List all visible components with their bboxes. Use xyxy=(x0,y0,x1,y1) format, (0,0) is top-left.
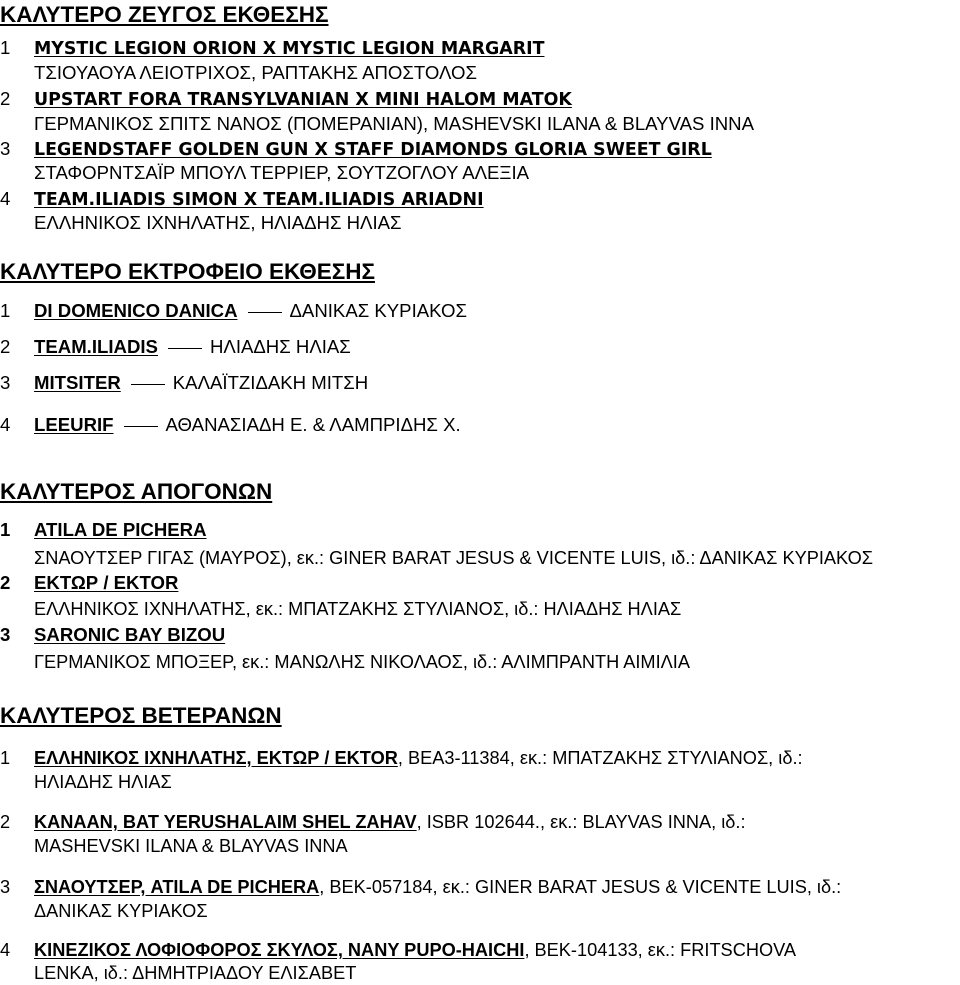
pair-item-4-sub: ΕΛΛΗΝΙΚΟΣ ΙΧΝΗΛΑΤΗΣ, ΗΛΙΑΔΗΣ ΗΛΙΑΣ xyxy=(34,212,402,233)
section-heading-best-kennel: ΚΑΛΥΤΕΡΟ ΕΚΤΡΟΦΕΙΟ ΕΚΘΕΣΗΣ xyxy=(0,259,375,284)
dash-separator xyxy=(168,348,202,349)
pair-item-2-title: 2 UPSTART FORA TRANSYLVANIAN X MINI HALOM MATOK xyxy=(0,88,572,110)
pair-item-1-title: 1 MYSTIC LEGION ORION X MYSTIC LEGION MARGARIT xyxy=(0,37,545,59)
veteran-item-1: 1 ΕΛΛΗΝΙΚΟΣ ΙΧΝΗΛΑΤΗΣ, ΕΚΤΩΡ / EKTOR, ΒΕΑ3-11384, εκ.: ΜΠΑΤΖΑΚΗΣ ΣΤΥΛΙΑΝΟΣ, ιδ.: xyxy=(0,748,803,768)
dash-separator xyxy=(248,312,282,313)
veteran-item-3-cont: ΔΑΝΙΚΑΣ ΚΥΡΙΑΚΟΣ xyxy=(34,901,208,921)
veteran-item-4-cont: LENKA, ιδ.: ΔΗΜΗΤΡΙΑΔΟΥ ΕΛΙΣΑΒΕΤ xyxy=(34,963,357,983)
pair-item-1-sub: ΤΣΙΟΥΑΟΥΑ ΛΕΙΟΤΡΙΧΟΣ, ΡΑΠΤΑΚΗΣ ΑΠΟΣΤΟΛΟΣ xyxy=(34,62,477,83)
pair-item-3-title: 3 LEGENDSTAFF GOLDEN GUN X STAFF DIAMONDS GLORIA SWEET GIRL xyxy=(0,138,712,160)
veteran-item-2-cont: MASHEVSKI ILANA & BLAYVAS INNA xyxy=(34,836,348,856)
section-heading-best-pair: ΚΑΛΥΤΕΡΟ ΖΕΥΓΟΣ ΕΚΘΕΣΗΣ xyxy=(0,2,329,27)
section-heading-best-veteran: ΚΑΛΥΤΕΡΟΣ ΒΕΤΕΡΑΝΩΝ xyxy=(0,703,282,728)
progeny-item-3-sub: ΓΕΡΜΑΝΙΚΟΣ ΜΠΟΞΕΡ, εκ.: ΜΑΝΩΛΗΣ ΝΙΚΟΛΑΟΣ, ιδ.: ΑΛΙΜΠΡΑΝΤΗ ΑΙΜΙΛΙΑ xyxy=(34,652,690,672)
progeny-item-3-title: 3 SARONIC BAY BIZOU xyxy=(0,624,226,645)
kennel-item-3: 3 MITSITER ΚΑΛΑΪΤΖΙΔΑΚΗ ΜΙΤΣΗ xyxy=(0,372,369,393)
veteran-item-2: 2 KANAAN, BAT YERUSHALAIM SHEL ZAHAV, ISBR 102644., εκ.: BLAYVAS INNA, ιδ.: xyxy=(0,812,746,832)
kennel-item-4: 4 LEEURIF ΑΘΑΝΑΣΙΑΔΗ Ε. & ΛΑΜΠΡΙΔΗΣ Χ. xyxy=(0,414,461,435)
pair-item-3-sub: ΣΤΑΦΟΡΝΤΣΑΪΡ ΜΠΟΥΛ ΤΕΡΡΙΕΡ, ΣΟΥΤΖΟΓΛΟΥ ΑΛΕΞΙΑ xyxy=(34,162,530,183)
progeny-item-1-title: 1 ATILA DE PICHERA xyxy=(0,519,207,540)
dash-separator xyxy=(131,384,165,385)
dash-separator xyxy=(124,426,158,427)
section-heading-best-progeny: ΚΑΛΥΤΕΡΟΣ ΑΠΟΓΟΝΩΝ xyxy=(0,479,273,504)
progeny-item-2-title: 2 ΕΚΤΩΡ / EKTOR xyxy=(0,572,179,593)
veteran-item-3: 3 ΣΝΑΟΥΤΣΕΡ, ATILA DE PICHERA, ΒΕΚ-057184, εκ.: GINER BARAT JESUS & VICENTE LUIS, ιδ.: xyxy=(0,877,842,897)
pair-item-2-sub: ΓΕΡΜΑΝΙΚΟΣ ΣΠΙΤΣ ΝΑΝΟΣ (ΠΟΜΕΡΑΝΙΑΝ), MASHEVSKI ILANA & BLAYVAS INNA xyxy=(34,113,754,134)
kennel-item-1: 1 DI DOMENICO DANICA ΔΑΝΙΚΑΣ ΚΥΡΙΑΚΟΣ xyxy=(0,300,467,321)
veteran-item-1-cont: ΗΛΙΑΔΗΣ ΗΛΙΑΣ xyxy=(34,772,172,792)
progeny-item-2-sub: ΕΛΛΗΝΙΚΟΣ ΙΧΝΗΛΑΤΗΣ, εκ.: ΜΠΑΤΖΑΚΗΣ ΣΤΥΛΙΑΝΟΣ, ιδ.: ΗΛΙΑΔΗΣ ΗΛΙΑΣ xyxy=(34,599,682,619)
veteran-item-4: 4 ΚΙΝΕΖΙΚΟΣ ΛΟΦΙΟΦΟΡΟΣ ΣΚΥΛΟΣ, NANY PUPO-HAICHI, ΒΕΚ-104133, εκ.: FRITSCHOVA xyxy=(0,940,797,960)
kennel-item-2: 2 TEAM.ILIADIS ΗΛΙΑΔΗΣ ΗΛΙΑΣ xyxy=(0,336,351,357)
progeny-item-1-sub: ΣΝΑΟΥΤΣΕΡ ΓΙΓΑΣ (ΜΑΥΡΟΣ), εκ.: GINER BARAT JESUS & VICENTE LUIS, ιδ.: ΔΑΝΙΚΑΣ ΚΥΡΙΑΚΟΣ xyxy=(34,548,873,568)
pair-item-4-title: 4 TEAM.ILIADIS SIMON X TEAM.ILIADIS ARIADNI xyxy=(0,188,484,210)
